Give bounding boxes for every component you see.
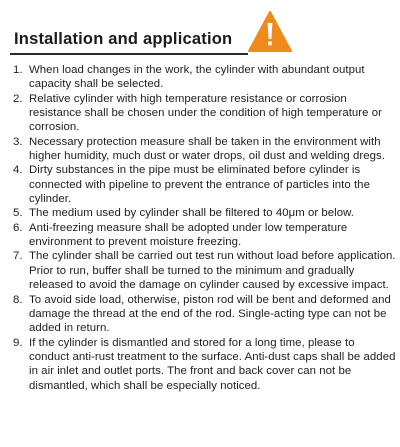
- list-item: [13, 206, 397, 220]
- item-text: Anti-freezing measure shall be adopted under low temperature environment to prevent moisture freezing.: [29, 221, 348, 249]
- item-text: The cylinder shall be carried out test run without load before application. Prior to run, buffer shall be turned to the minimum and gradually released to avoid the damage on cylinder caused by excessive impact.: [29, 250, 396, 292]
- list-item: [13, 249, 397, 292]
- item-number: 3.: [13, 135, 23, 148]
- item-number: 8.: [13, 293, 23, 306]
- item-text: Necessary protection measure shall be taken in the environment with higher humidity, much dust or water drops, oil dust and welding dregs.: [29, 135, 385, 163]
- instructions-content: [13, 63, 397, 393]
- item-text: Dirty substances in the pipe must be eliminated before cylinder is connected with pipeline to prevent the entrance of particles into the cylinder.: [29, 164, 370, 206]
- item-text: To avoid side load, otherwise, piston rod will be bent and deformed and damage the thread at the end of the rod. Single-acting type can not be added in return.: [29, 293, 391, 335]
- item-text: Relative cylinder with high temperature resistance or corrosion resistance shall be chosen under the condition of high temperature or corrosion.: [29, 92, 382, 134]
- list-item: [13, 163, 397, 206]
- item-number: 9.: [13, 336, 23, 349]
- item-number: 4.: [13, 164, 23, 177]
- list-item: [13, 63, 397, 92]
- item-text: The medium used by cylinder shall be filtered to 40μm or below.: [29, 207, 355, 220]
- item-number: 1.: [13, 64, 23, 76]
- list-item: [13, 336, 397, 393]
- section-header: [0, 0, 400, 66]
- list-item: [13, 135, 397, 164]
- item-text: When load changes in the work, the cylinder with abundant output capacity shall be selected.: [29, 64, 365, 91]
- warning-icon: [247, 10, 293, 54]
- item-number: 6.: [13, 221, 23, 234]
- section-title: Installation and application: [14, 30, 233, 48]
- item-number: 7.: [13, 250, 23, 263]
- item-text: If the cylinder is dismantled and stored for a long time, please to conduct anti-rust treatment to the surface. Anti-dust caps shall be added in air inlet and outlet ports. The front and back cover can not be dismantled, which shall be especially noticed.: [29, 336, 396, 392]
- list-item: [13, 92, 397, 135]
- item-number: 2.: [13, 92, 23, 105]
- item-number: 5.: [13, 207, 23, 220]
- list-item: [13, 221, 397, 250]
- instructions-list: [13, 63, 397, 393]
- title-underline: [10, 53, 248, 55]
- list-item: [13, 293, 397, 336]
